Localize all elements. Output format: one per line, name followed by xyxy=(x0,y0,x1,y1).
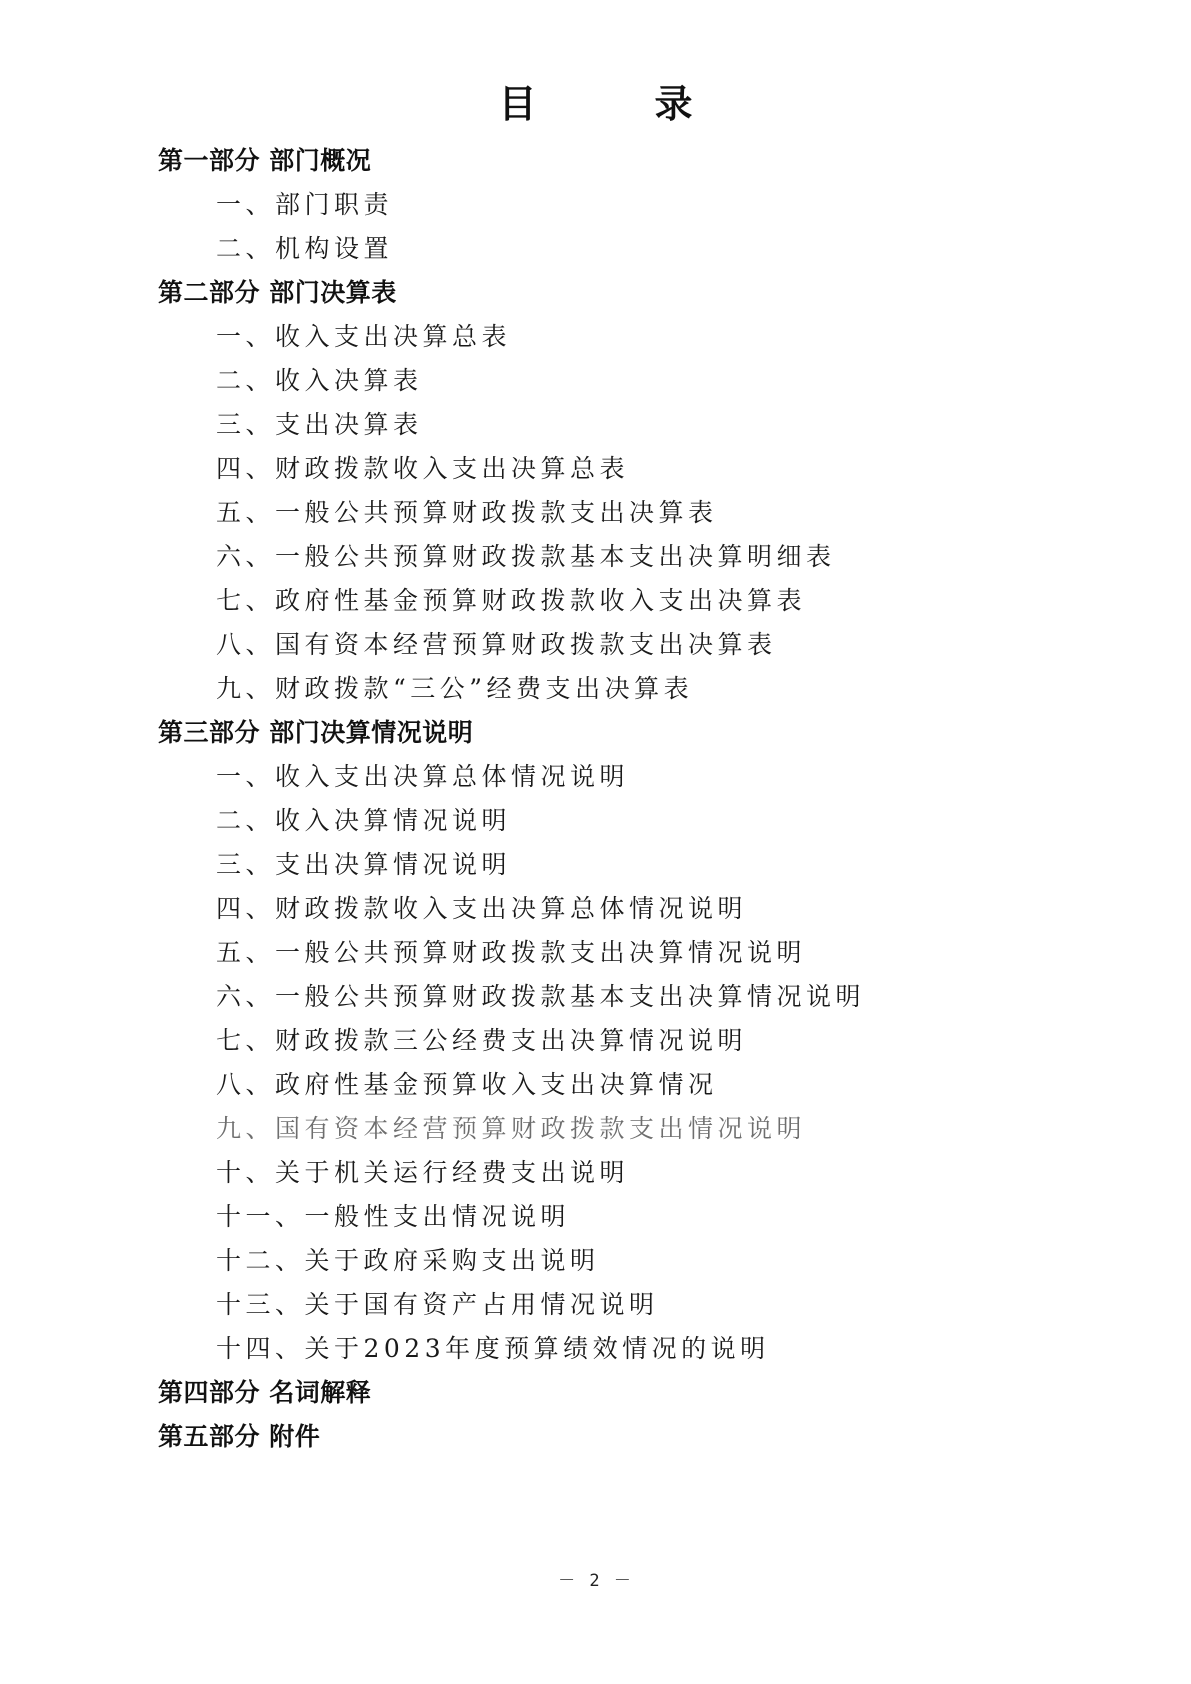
toc-item[interactable]: 八、国有资本经营预算财政拨款支出决算表 xyxy=(216,630,777,659)
toc-item[interactable]: 十四、关于2023年度预算绩效情况的说明 xyxy=(216,1334,770,1363)
toc-item[interactable]: 三、支出决算情况说明 xyxy=(216,850,512,879)
toc-item[interactable]: 九、财政拨款“三公”经费支出决算表 xyxy=(216,674,694,703)
table-of-contents xyxy=(0,139,1191,1459)
toc-part-1[interactable]: 第一部分 部门概况 xyxy=(158,146,372,175)
toc-part-4[interactable]: 第四部分 名词解释 xyxy=(158,1378,372,1407)
toc-item[interactable]: 八、政府性基金预算收入支出决算情况 xyxy=(216,1070,718,1099)
toc-item[interactable]: 十一、一般性支出情况说明 xyxy=(216,1202,571,1231)
toc-item[interactable]: 二、收入决算表 xyxy=(216,366,423,395)
toc-item[interactable]: 四、财政拨款收入支出决算总体情况说明 xyxy=(216,894,748,923)
toc-item[interactable]: 十、关于机关运行经费支出说明 xyxy=(216,1158,630,1187)
toc-part-2[interactable]: 第二部分 部门决算表 xyxy=(158,278,397,307)
toc-part-3[interactable]: 第三部分 部门决算情况说明 xyxy=(158,718,474,747)
toc-item[interactable]: 六、一般公共预算财政拨款基本支出决算明细表 xyxy=(216,542,836,571)
toc-item[interactable]: 十三、关于国有资产占用情况说明 xyxy=(216,1290,659,1319)
toc-part-5[interactable]: 第五部分 附件 xyxy=(158,1422,321,1451)
toc-item[interactable]: 二、收入决算情况说明 xyxy=(216,806,512,835)
toc-item[interactable]: 一、收入支出决算总表 xyxy=(216,322,512,351)
toc-item[interactable]: 九、国有资本经营预算财政拨款支出情况说明 xyxy=(216,1114,807,1143)
toc-item[interactable]: 五、一般公共预算财政拨款支出决算情况说明 xyxy=(216,938,807,967)
toc-item[interactable]: 十二、关于政府采购支出说明 xyxy=(216,1246,600,1275)
toc-item[interactable]: 三、支出决算表 xyxy=(216,410,423,439)
toc-item[interactable]: 二、机构设置 xyxy=(216,234,394,263)
toc-item[interactable]: 七、政府性基金预算财政拨款收入支出决算表 xyxy=(216,586,807,615)
toc-item[interactable]: 四、财政拨款收入支出决算总表 xyxy=(216,454,630,483)
toc-title: 目 录 xyxy=(498,82,733,126)
toc-item[interactable]: 一、收入支出决算总体情况说明 xyxy=(216,762,630,791)
toc-item[interactable]: 七、财政拨款三公经费支出决算情况说明 xyxy=(216,1026,748,1055)
toc-item[interactable]: 六、一般公共预算财政拨款基本支出决算情况说明 xyxy=(216,982,866,1011)
page-number: － 2 － xyxy=(558,1571,633,1591)
toc-item[interactable]: 一、部门职责 xyxy=(216,190,394,219)
toc-item[interactable]: 五、一般公共预算财政拨款支出决算表 xyxy=(216,498,718,527)
